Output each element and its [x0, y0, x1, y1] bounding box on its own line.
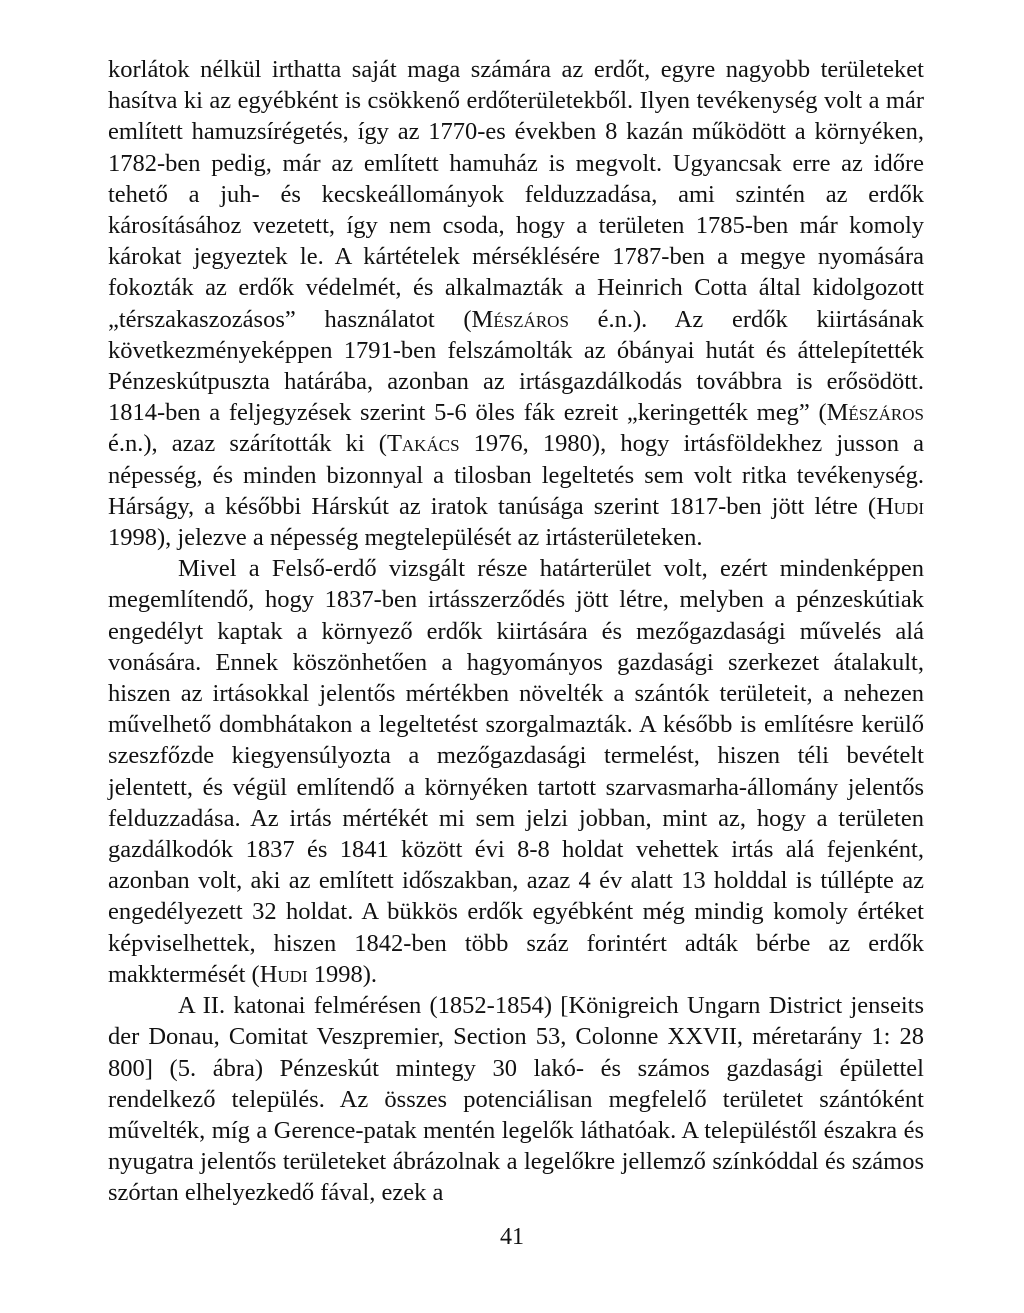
- author-citation: Mészáros: [471, 305, 569, 333]
- author-citation: Takács: [386, 430, 460, 458]
- text-segment: é.n.). Az erdők kiirtásának következményeképpen 1791-ben felszámolták az óbányai hutát és áttelepítették Pénzeskútpuszta határába, azonban az irtásgazdálkodás továbbra is erősödött. 1814-ben a feljegyzések szerint 5-6 öles fák ezreit „keringették meg” (: [108, 305, 924, 427]
- text-segment: 1976, 1980), hogy irtásföldekhez jusson a népesség, és minden bizonnyal a tilosban legeltetés sem volt ritka tevékenység. Hárságy, a későbbi Hárskút az iratok tanúsága szerint 1817-ben jött létre (: [108, 430, 924, 520]
- author-citation: Hudi: [876, 492, 924, 520]
- text-segment: Mivel a Felső-erdő vizsgált része határterület volt, ezért mindenképpen megemlítendő, hogy 1837-ben irtásszerződés jött létre, melyben a pénzeskútiak engedélyt kaptak a környező erdők kiirtására és mezőgazdasági művelés alá vonására. Ennek köszönhetően a hagyományos gazdasági szerkezet átalakult, hiszen az irtásokkal jelentős mértékben növelték a szántók területeit, a nehezen művelhető dombhátakon a legeltetést szorgalmazták. A később is említésre kerülő szeszfőzde kiegyensúlyozta a mezőgazdasági termelést, hiszen téli bevételt jelentett, és végül említendő a környéken tartott szarvasmarha-állomány jelentős felduzzadása. Az irtás mértékét mi sem jelzi jobban, mint az, hogy a területen gazdálkodók 1837 és 1841 között évi 8-8 holdat vehettek irtás alá fejenként, azonban volt, aki az említett időszakban, azaz 4 év alatt 13 holddal is túllépte az engedélyezett 32 holdat. A bükkös erdők egyébként még mindig komoly értéket képviselhettek, hiszen 1842-ben több száz forintért adták bérbe az erdők makktermését (: [108, 555, 924, 988]
- text-segment: 1998), jelezve a népesség megtelepülését az irtásterületeken.: [108, 524, 703, 552]
- paragraph-2: [108, 553, 924, 990]
- paragraph-1: [108, 54, 924, 553]
- text-segment: é.n.), azaz szárították ki (: [108, 430, 387, 458]
- paragraph-3: [108, 990, 924, 1208]
- text-segment: 1998).: [307, 960, 378, 988]
- author-citation: Mészáros: [826, 399, 924, 427]
- page-number: 41: [500, 1224, 524, 1250]
- text-segment: korlátok nélkül irthatta saját maga számára az erdőt, egyre nagyobb területeket hasítva ki az egyébként is csökkenő erdőterületekből. Ilyen tevékenység volt a már említett hamuzsírégetés, így az 1770-es években 8 kazán működött a környéken, 1782-ben pedig, már az említett hamuház is megvolt. Ugyancsak erre az időre tehető a juh- és kecskeállományok felduzzadása, ami szintén az erdők károsításához vezetett, így nem csoda, hogy a területen 1785-ben már komoly károkat jegyeztek le. A kártételek mérséklésére 1787-ben a megye nyomására fokozták az erdők védelmét, és alkalmazták a Heinrich Cotta által kidolgozott „térszakaszozásos” használatot (: [108, 56, 924, 333]
- page-body: [108, 54, 924, 1209]
- text-segment: A II. katonai felmérésen (1852-1854) [Königreich Ungarn District jenseits der Donau, Comitat Veszpremier, Section 53, Colonne XXVII, méretarány 1: 28 800] (5. ábra) Pénzeskút mintegy 30 lakó- és számos gazdasági épülettel rendelkező település. Az összes potenciálisan megfelelő területet szántóként művelték, míg a Gerence-patak mentén legelők láthatóak. A településtől északra és nyugatra jelentős területeket ábrázolnak a legelőkre jellemző színkóddal és számos szórtan elhelyezkedő fával, ezek a: [108, 992, 924, 1207]
- author-citation: Hudi: [259, 960, 308, 988]
